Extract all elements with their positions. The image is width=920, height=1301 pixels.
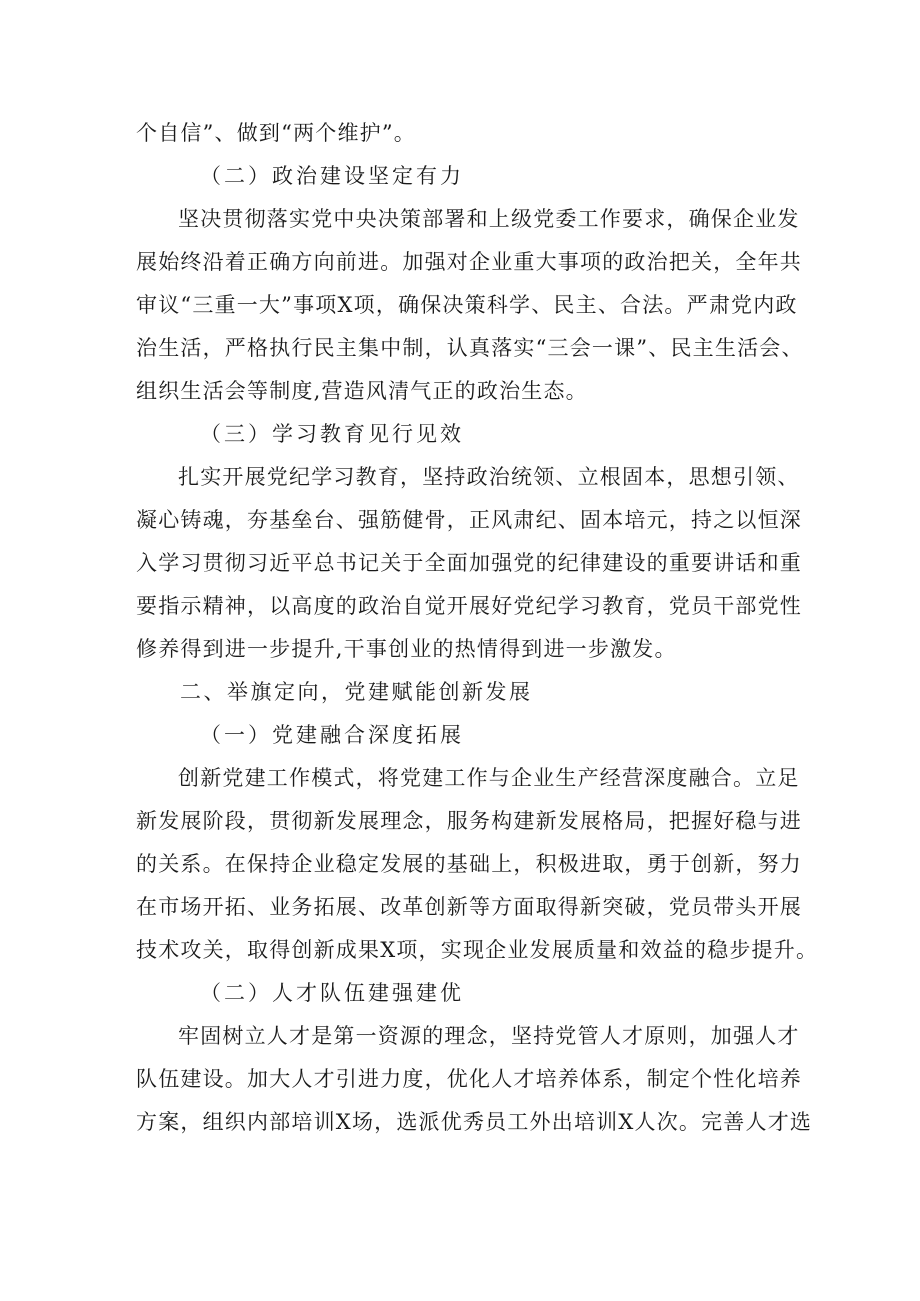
section-heading: （二）政治建设坚定有力 [200, 164, 464, 188]
text-line: 的关系。在保持企业稳定发展的基础上，积极进取，勇于创新，努力 [136, 852, 802, 876]
section-heading: （三）学习教育见行见效 [200, 422, 464, 446]
text-line: 要指示精神，以高度的政治自觉开展好党纪学习教育，党员干部党性 [136, 594, 802, 618]
text-line: 方案，组织内部培训X场，选派优秀员工外出培训X人次。完善人才选 [136, 1110, 813, 1134]
text-line: 技术攻关，取得创新成果X项，实现企业发展质量和效益的稳步提升。 [136, 938, 819, 962]
chapter-heading: 二、举旗定向，党建赋能创新发展 [180, 680, 533, 704]
document-body [136, 112, 819, 1144]
text-line: 展始终沿着正确方向前进。加强对企业重大事项的政治把关，全年共 [136, 250, 802, 274]
text-line: 坚决贯彻落实党中央决策部署和上级党委工作要求，确保企业发 [178, 207, 800, 231]
text-line: 凝心铸魂，夯基垒台、强筋健骨，正风肃纪、固本培元，持之以恒深 [136, 508, 802, 532]
text-line: 新发展阶段，贯彻新发展理念，服务构建新发展格局，把握好稳与进 [136, 809, 802, 833]
text-line: 修养得到进一步提升,干事创业的热情得到进一步激发。 [136, 637, 677, 661]
text-line: 组织生活会等制度,营造风清气正的政治生态。 [136, 379, 588, 403]
text-line: 审议“三重一大”事项X项，确保决策科学、民主、合法。严肃党内政 [136, 293, 798, 317]
text-line: 队伍建设。加大人才引进力度，优化人才培养体系，制定个性化培养 [136, 1067, 802, 1091]
section-heading: （一）党建融合深度拓展 [200, 723, 464, 747]
text-line: 在市场开拓、业务拓展、改革创新等方面取得新突破，党员带头开展 [136, 895, 802, 919]
text-line: 扎实开展党纪学习教育，坚持政治统领、立根固本，思想引领、 [178, 465, 800, 489]
text-line: 入学习贯彻习近平总书记关于全面加强党的纪律建设的重要讲话和重 [136, 551, 802, 575]
text-line: 创新党建工作模式，将党建工作与企业生产经营深度融合。立足 [178, 766, 800, 790]
text-line: 治生活，严格执行民主集中制，认真落实“三会一课”、民主生活会、 [136, 336, 804, 360]
section-heading: （二）人才队伍建强建优 [200, 981, 464, 1005]
text-line: 个自信”、做到“两个维护”。 [136, 121, 417, 145]
text-line: 牢固树立人才是第一资源的理念，坚持党管人才原则，加强人才 [178, 1024, 800, 1048]
